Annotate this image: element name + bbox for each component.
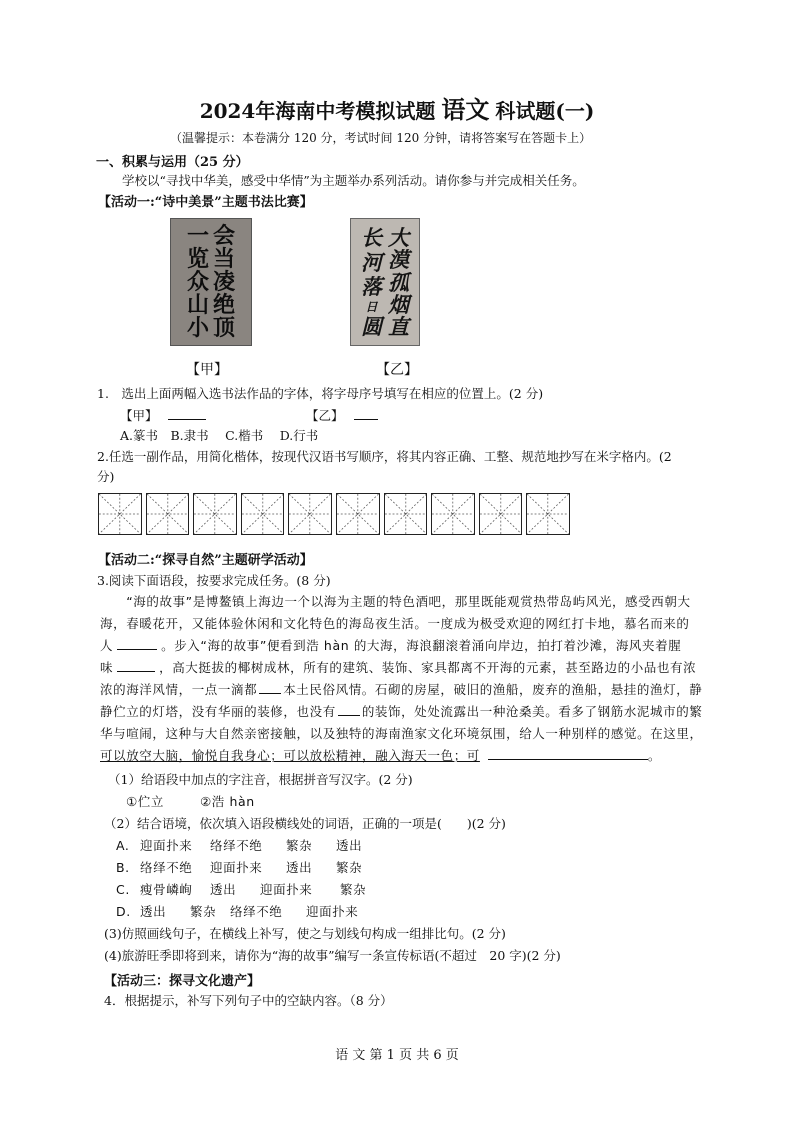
- calligraphy-char: 漠: [388, 247, 409, 273]
- sub-question-4: (4)旅游旺季即将到来，请你为“海的故事”编写一条宣传标语(不超过 20 字)(2 分): [104, 948, 561, 963]
- calligraphy-char: 落: [361, 274, 382, 299]
- question-2-line1: 2.任选一副作品，用简化楷体，按现代汉语书写顺序，将其内容正确、工整、规范地抄写在米字格内。(2: [97, 449, 672, 464]
- passage-blank-2[interactable]: [117, 659, 155, 672]
- section-heading: 一、积累与运用（25 分）: [96, 155, 249, 170]
- calligraphy-char: 绝: [213, 292, 236, 318]
- q1-jia-label: 【甲】: [120, 408, 158, 423]
- calligraphy-char: 河: [361, 249, 382, 275]
- q1-answer-jia: [120, 406, 206, 424]
- mizi-grid: [98, 493, 570, 535]
- label-jia: 【甲】: [186, 362, 228, 378]
- calligraphy-char: 小: [186, 315, 209, 341]
- calligraphy-char: 一: [186, 223, 209, 249]
- calligraphy-char: 览: [186, 246, 209, 272]
- calligraphy-char: 当: [213, 246, 236, 272]
- q1-yi-blank[interactable]: [354, 407, 378, 420]
- passage-blank-5[interactable]: [488, 747, 648, 760]
- passage-line: [100, 680, 702, 698]
- option-row: [116, 902, 358, 920]
- calligraphy-char: 会: [213, 223, 236, 249]
- title-suffix: 科试题(一): [495, 99, 595, 123]
- passage-text: 本土民俗风情。石砌的房屋，破旧的渔船，废弃的渔船，悬挂的渔灯，静: [283, 682, 703, 697]
- option-word: 透出: [286, 860, 313, 875]
- question-1: 1. 选出上面两幅入选书法作品的字体，将字母序号填写在相应的位置上。(2 分): [97, 386, 544, 401]
- option-word: 繁杂: [190, 904, 217, 919]
- label-yi: 【乙】: [376, 362, 418, 378]
- passage-text: 可以放空大脑，愉悦自我身心；可以放松精神，融入海天一色；可: [100, 748, 480, 763]
- passage-line: [100, 658, 696, 676]
- calligraphy-char: 众: [186, 269, 209, 295]
- passage-line: 华与喧闹，这种与大自然亲密接触，以及独特的海南渔家文化环境氛围，给人一种别样的感觉。在这里，: [100, 726, 703, 741]
- passage-line: 可以放空大脑，愉悦自我身心；可以放松精神，融入海天一色；可 。: [100, 748, 662, 763]
- option-word: 络绎不绝: [210, 838, 263, 853]
- q1-yi-label: 【乙】: [306, 408, 344, 423]
- mizi-grid-cell[interactable]: [98, 493, 142, 535]
- calligraphy-char: 凌: [213, 269, 236, 295]
- title-subject: 语文: [441, 95, 490, 124]
- passage-text: 人: [100, 638, 114, 653]
- calligraphy-char: 顶: [213, 315, 236, 341]
- q1-answer-yi: [306, 406, 378, 424]
- passage-line: [100, 702, 702, 720]
- option-word: 瘦骨嶙峋: [140, 882, 193, 897]
- calligraphy-char: 直: [388, 314, 409, 339]
- option-word: 迎面扑来: [140, 838, 193, 853]
- mizi-grid-cell[interactable]: [431, 493, 475, 535]
- exam-title: [0, 90, 794, 125]
- option-row: [116, 880, 366, 898]
- option-word: 迎面扑来: [260, 882, 313, 897]
- question-3: 3.阅读下面语段，按要求完成任务。(8 分): [97, 573, 331, 588]
- option-row: [116, 836, 362, 854]
- mizi-grid-cell[interactable]: [479, 493, 523, 535]
- passage-text: 。步入“海的故事”便看到浩 hàn 的大海，海浪翻滚着涌向岸边，拍打着沙滩，海风夹着腥: [161, 638, 682, 653]
- question-4: 4．根据提示，补写下列句子中的空缺内容。（8 分）: [104, 993, 393, 1008]
- passage-line: [100, 636, 681, 654]
- passage-blank-1[interactable]: [117, 637, 157, 650]
- title-prefix: 2024年海南中考模拟试题: [199, 99, 436, 123]
- calligraphy-char: 山: [186, 292, 209, 318]
- mizi-grid-cell[interactable]: [146, 493, 190, 535]
- option-letter: A.: [116, 838, 130, 853]
- calligraphy-image-yi: [350, 218, 420, 346]
- question-2-line2: 分): [97, 469, 115, 484]
- mizi-grid-cell[interactable]: [384, 493, 428, 535]
- passage-text: 的装饰，处处流露出一种沧桑美。看多了钢筋水泥城市的繁: [361, 704, 703, 719]
- activity2-heading: 【活动二:“探寻自然”主题研学活动】: [98, 553, 313, 568]
- mizi-grid-cell[interactable]: [336, 493, 380, 535]
- mizi-grid-cell[interactable]: [241, 493, 285, 535]
- calligraphy-char: 日: [365, 299, 378, 314]
- option-letter: C.: [116, 882, 130, 897]
- option-row: [116, 858, 362, 876]
- passage-line: “海的故事”是博鳌镇上海边一个以海为主题的特色酒吧，那里既能观赏热带岛屿风光，感受西朝大: [100, 594, 691, 609]
- passage-blank-4[interactable]: [338, 703, 360, 716]
- mizi-grid-cell[interactable]: [193, 493, 237, 535]
- calligraphy-char: 烟: [388, 291, 409, 317]
- calligraphy-char: 大: [388, 225, 409, 250]
- calligraphy-column: [361, 227, 382, 337]
- passage-text: 味: [100, 660, 114, 675]
- calligraphy-char: 圆: [361, 314, 382, 339]
- passage-blank-3[interactable]: [259, 681, 281, 694]
- option-word: 繁杂: [336, 860, 363, 875]
- mizi-grid-cell[interactable]: [288, 493, 332, 535]
- option-word: 繁杂: [340, 882, 367, 897]
- page-footer: 语 文 第 1 页 共 6 页: [335, 1048, 459, 1063]
- q1-jia-blank[interactable]: [168, 407, 206, 420]
- option-word: 络绎不绝: [230, 904, 283, 919]
- activity1-heading: 【活动一:“诗中美景”主题书法比赛】: [98, 195, 313, 210]
- option-word: 繁杂: [286, 838, 313, 853]
- calligraphy-column: [388, 227, 409, 337]
- calligraphy-image-jia: [170, 218, 252, 346]
- calligraphy-char: 长: [361, 225, 382, 250]
- option-word: 透出: [336, 838, 363, 853]
- activity3-heading: 【活动三：探寻文化遗产】: [104, 974, 261, 989]
- calligraphy-char: 孤: [388, 269, 409, 295]
- option-word: 透出: [210, 882, 237, 897]
- option-word: 络绎不绝: [140, 860, 193, 875]
- calligraphy-column: [187, 225, 209, 339]
- sub-question-3: (3)仿照画线句子，在横线上补写，使之与划线句构成一组排比句。(2 分): [104, 926, 506, 941]
- passage-text: 浓的海洋风情，一点一滴都: [100, 682, 258, 697]
- passage-text: 静伫立的灯塔，没有华丽的装修，也没有: [100, 704, 336, 719]
- option-letter: B.: [116, 860, 130, 875]
- section-intro: 学校以“寻找中华美，感受中华情”为主题举办系列活动。请你参与并完成相关任务。: [122, 173, 585, 188]
- q1-options: A.篆书 B.隶书 C.楷书 D.行书: [120, 428, 319, 443]
- sub-question-1: （1）给语段中加点的字注音，根据拼音写汉字。(2 分): [108, 772, 413, 787]
- passage-text: ，高大挺拔的椰树成林，所有的建筑、装饰、家具都离不开海的元素，甚至路边的小品也有浓: [159, 660, 697, 675]
- passage-line: 海，春暖花开，又能体验休闲和文化特色的海岛夜生活。一度成为极受欢迎的网红打卡地，慕名而来的: [100, 616, 690, 631]
- sub1-item-b: ②浩 hàn: [200, 794, 255, 809]
- option-word: 透出: [140, 904, 167, 919]
- sub-question-2: （2）结合语境，依次填入语段横线处的词语，正确的一项是( )(2 分): [104, 816, 506, 831]
- option-word: 迎面扑来: [306, 904, 359, 919]
- option-letter: D.: [116, 904, 131, 919]
- exam-notice: （温馨提示：本卷满分 120 分，考试时间 120 分钟，请将答案写在答题卡上）: [170, 131, 592, 145]
- calligraphy-column: [213, 225, 235, 339]
- mizi-grid-cell[interactable]: [526, 493, 570, 535]
- option-word: 迎面扑来: [210, 860, 263, 875]
- sub1-item-a: ①伫立: [126, 794, 165, 809]
